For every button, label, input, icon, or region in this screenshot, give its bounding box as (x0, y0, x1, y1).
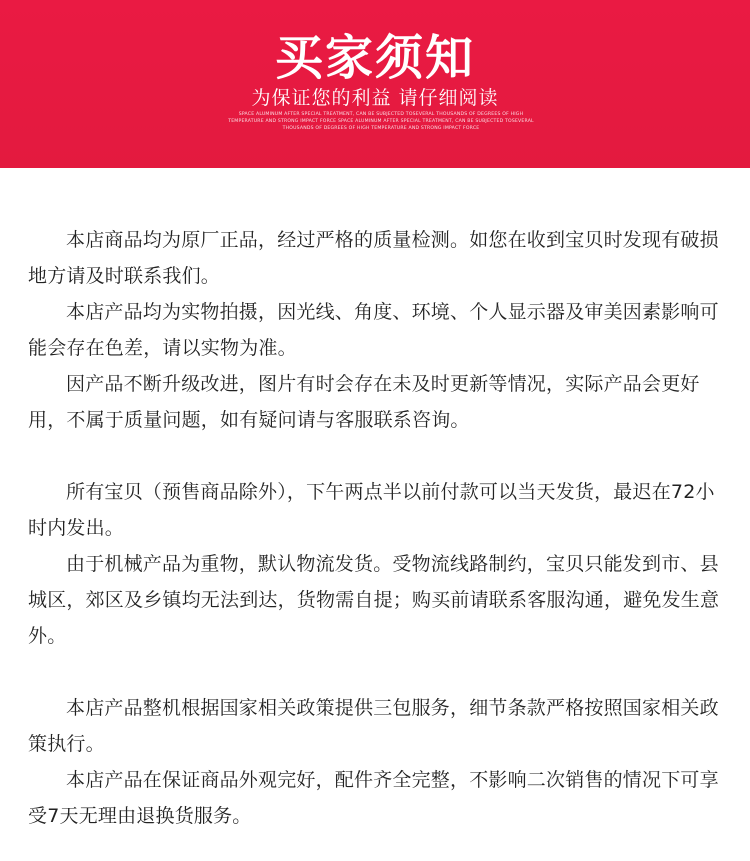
notice-banner (0, 0, 750, 168)
paragraph: 本店商品均为原厂正品，经过严格的质量检测。如您在收到宝贝时发现有破损地方请及时联系我们。 (28, 229, 719, 287)
paragraph: 由于机械产品为重物，默认物流发货。受物流线路制约，宝贝只能发到市、县城区，郊区及乡镇均无法到达，货物需自提；购买前请联系客服沟通，避免发生意外。 (28, 553, 720, 647)
paragraph: 所有宝贝（预售商品除外），下午两点半以前付款可以当天发货，最迟在72小时内发出。 (28, 481, 715, 539)
section-after-sales (28, 690, 722, 834)
paragraph: 本店产品均为实物拍摄，因光线、角度、环境、个人显示器及审美因素影响可能会存在色差，请以实物为准。 (28, 301, 719, 359)
paragraph: 本店产品整机根据国家相关政策提供三包服务，细节条款严格按照国家相关政策执行。 (28, 697, 719, 755)
section-product-quality (28, 222, 722, 438)
section-shipping (28, 474, 722, 654)
paragraph: 本店产品在保证商品外观完好，配件齐全完整，不影响二次销售的情况下可享受7天无理由退换货服务。 (28, 769, 719, 827)
banner-subtitle: 为保证您的利益 请仔细阅读 (251, 87, 499, 109)
banner-title: 买家须知 (274, 30, 475, 86)
notice-content (28, 222, 722, 834)
paragraph: 因产品不断升级改进，图片有时会存在未及时更新等情况，实际产品会更好用，不属于质量问题，如有疑问请与客服联系咨询。 (28, 373, 700, 431)
banner-fineprint: SPACE ALUMINUM AFTER SPECIAL TREATMENT, CAN BE SUBJECTED TOSEVERAL THOUSANDS OF DEGREES OF HIGH TEMPERATURE AND STRONG IMPACT FORCE SPACE ALUMINUM AFTER SPECIAL TREATMENT, CAN BE SUBJECTED TOSEVERAL THOUSANDS OF DEGREES OF HIGH TEMPERATURE AND STRONG IMPACT FORCE (228, 112, 534, 131)
